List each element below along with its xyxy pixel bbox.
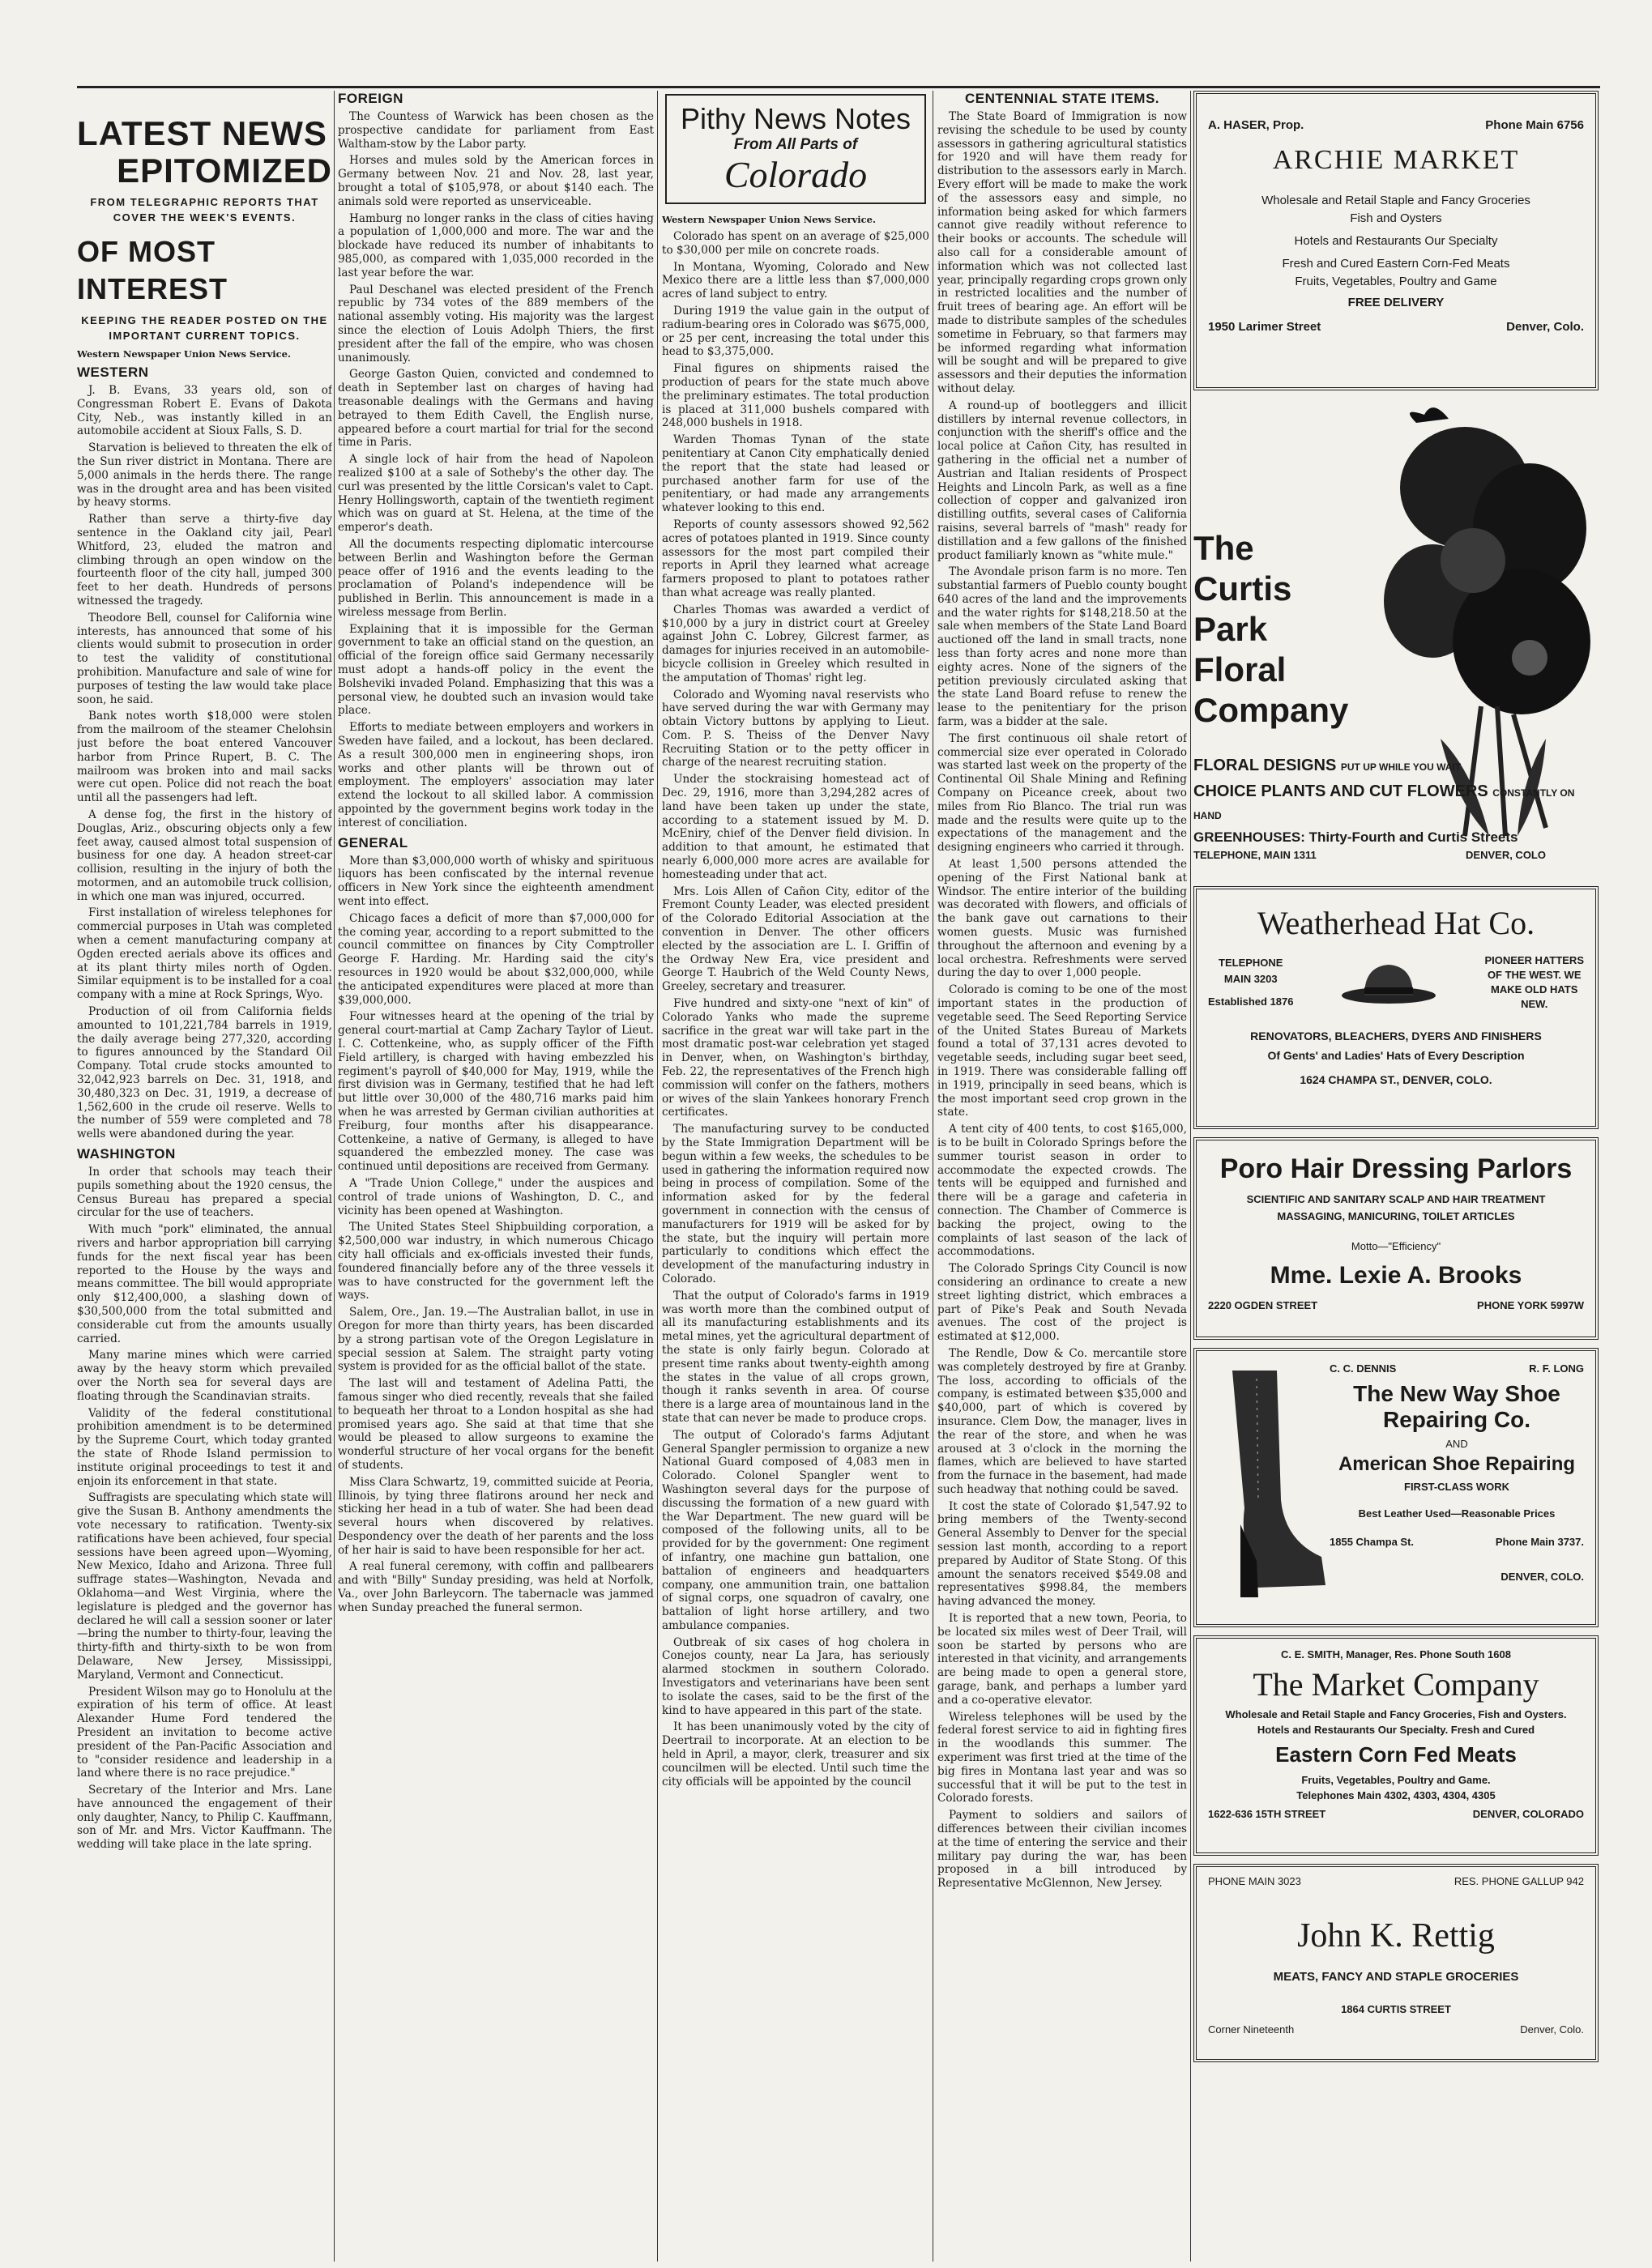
ad-phone: PHONE YORK 5997W [1477,1299,1584,1311]
ad-line: NEW. [1521,998,1548,1010]
ad-line: Hotels and Restaurants Our Specialty [1294,234,1498,248]
ad-line: 1864 CURTIS STREET [1341,2003,1451,2015]
article-paragraph: Chicago faces a deficit of more than $7,000,000 for the coming year, according to a report submitted to the council committee on finances by City Comptroller George F. Harding. Mr. Harding said the city's resources in 1920 would be about $32,000,000, while the anticipated expenditures were placed at more than $39,000,000. [338,911,654,1007]
ad-title: Repairing Co. [1382,1407,1530,1432]
pithy-header-box [665,94,926,204]
subheadline: FROM TELEGRAPHIC REPORTS THAT COVER THE WEEK'S EVENTS. [90,196,319,224]
ad-line: Telephones Main 4302, 4303, 4304, 4305 [1296,1789,1496,1801]
article-paragraph: It cost the state of Colorado $1,547.92 to bring members of the Twenty-second General Assembly to Denver for the special session last month, according to a report prepared by Auditor of State Stong. Of this amount the senators received $549.08 and representatives $998.84, the members having advanced the money. [937,1499,1187,1609]
article-paragraph: Payment to soldiers and sailors of differences between their civilian incomes at the time of entering the service and their military pay during the war, has been proposed in a bill introduced by Representative McGlennon, New Jersey. [937,1809,1187,1891]
ad-address: 1950 Larimer Street [1208,320,1321,334]
article-paragraph: Hamburg no longer ranks in the class of cities having a population of 1,000,000 and more. The war and the blockade have reduced its number of inhabitants to 985,000, as compared with 1,035,000 recorded in the last year before the war. [338,211,654,279]
article-paragraph: Miss Clara Schwartz, 19, committed suicide at Peoria, Illinois, by tying three flatirons around her neck and sticking her head in a tub of water. She had been dead several hours when discovered by relatives. Despondency over the death of her parents and the loss of her hair is said to have been responsible for her act. [338,1475,654,1557]
ad-word: Curtis [1193,569,1292,608]
ad-word: Company [1193,691,1349,729]
article-paragraph: During 1919 the value gain in the output of radium-bearing ores in Colorado was $675,000, or 25 per cent, increasing the total under this head to $3,375,000. [662,304,929,359]
ad-line: C. C. DENNIS [1330,1362,1397,1375]
boot-icon [1208,1362,1330,1605]
ad-title: Weatherhead Hat Co. [1257,905,1535,941]
article-paragraph: Suffragists are speculating which state will give the Susan B. Anthony amendments the vote necessary to ratification. Twenty-six ratifications have been achieved, four special sessions have been agreed upon—Wyoming, New Mexico, Idaho and Arizona. Three full suffrage states—Washington, Nevada and Oklahoma—and West Virginia, where the legislature is pledged and the governor has declared he will call a session sooner or later—bring the number to thirty-four, leaving the thirty-fifth and thirty-sixth to be won from Delaware, New Jersey, Mississippi, Maryland, Vermont and Connecticut. [77,1491,332,1682]
ad-address: 1622-636 15TH STREET [1208,1808,1326,1820]
article-paragraph: Reports of county assessors showed 92,562 acres of potatoes planted in 1919. Since county assessors for the most part compiled their reports in April they learned what acreage farmers proposed to plant to potatoes rather than what acreage was really planted. [662,518,929,599]
article-paragraph: The first continuous oil shale retort of commercial size ever operated in Colorado was started last week on the property of the Continental Oil Shale Mining and Refining Company on Piceance creek, about two miles from Rio Blanco. The trial run was made and the results were quite up to the expectations of the management and the designing engineers who carried it through. [937,731,1187,855]
column-rule [334,91,335,2262]
ad-line: Eastern Corn Fed Meats [1275,1742,1517,1767]
top-rule [77,86,1600,88]
section-heading-washington: WASHINGTON [77,1146,176,1162]
ad-line: Wholesale and Retail Staple and Fancy Groceries, Fish and Oysters. [1225,1708,1567,1720]
ad-city: Denver, Colo. [1506,320,1584,334]
pithy-state: Colorado [724,154,868,195]
article-paragraph: In Montana, Wyoming, Colorado and New Mexico there are a little less than $7,000,000 acres of land subject to entry. [662,260,929,301]
column-foreign-general [338,91,654,1618]
article-paragraph: President Wilson may go to Honolulu at the expiration of his term of office. At least Alexander Hume Ford tendered the President an invitation to become active president of the Pan-Pacific Association and to "consider residence and leadership in a land where there is no race prejudice." [77,1685,332,1780]
ad-phone: TELEPHONE, MAIN 1311 [1193,849,1317,861]
ad-city: DENVER, COLO [1466,849,1546,861]
article-paragraph: The Countess of Warwick has been chosen as the prospective candidate for parliament from East Waltham-stow by the Labor party. [338,110,654,151]
article-paragraph: Many marine mines which were carried away by the heavy storm which prevailed over the North sea for several days are floating through the Scandinavian straits. [77,1349,332,1403]
article-paragraph: Rather than serve a thirty-five day sentence in the Oakland city jail, Pearl Whitford, 23, eluded the matron and climbing through an open window on the fourteenth floor of the city hall, jumped 300 feet to her death. Hundreds of persons witnessed the tragedy. [77,513,332,608]
ad-phone: Phone Main 6756 [1485,118,1584,132]
ad-line: FLORAL DESIGNS [1193,757,1337,774]
article-paragraph: The output of Colorado's farms Adjutant General Spangler permission to organize a new National Guard composed of 4,083 men in Colorado. Colonel Spangler went to Washington several days for the purpose of discussing the formation of a new guard with the War Department. The new guard will be composed of the following units, all to be provided for by the government: One regiment of infantry, one machine gun battalion, one battalion of engineers and headquarters company, one ammunition train, one battalion of signal corps, one squadron of cavalry, one battalion of light horse artillery, and two ambulance companies. [662,1428,929,1632]
article-paragraph: Four witnesses heard at the opening of the trial by general court-martial at Camp Zachary Taylor of Lieut. I. C. Cottenkeine, who, as supply officer of the Fifth Field artillery, is charged with having embezzled his regiment's payroll of $40,000 for May, 1919, while the first division was in Germany, testified that he had left but little over 30,000 of the 480,716 marks paid him when he was arrested by German civilian authorities at Freiburg, four months after his disappearance. Cottenkeine, a native of Germany, is alleged to have squandered the embezzled money. The case was continued until depositions are received from Germany. [338,1010,654,1174]
article-paragraph: Outbreak of six cases of hog cholera in Conejos county, near La Jara, has seriously alarmed stockmen in southern Colorado. Investigators and veterinarians have been sent to isolate the cases, said to be the first of the kind to have appeared in this part of the state. [662,1635,929,1717]
ad-line: FIRST-CLASS WORK [1404,1481,1509,1493]
subheadline-2: KEEPING THE READER POSTED ON THE IMPORTANT CURRENT TOPICS. [81,314,328,342]
ad-line: MASSAGING, MANICURING, TOILET ARTICLES [1277,1210,1515,1222]
headline-line2: EPITOMIZED [117,151,332,190]
article-paragraph: First installation of wireless telephones for commercial purposes in Utah was completed when a cement manufacturing company at Ogden erected aerials above its offices and at its plant thirty miles north of Ogden. Similar equipment is to be installed for a coal company with a mine at Rock Springs, Wyo. [77,906,332,1002]
ad-title: John K. Rettig [1297,1917,1495,1955]
article-paragraph: Warden Thomas Tynan of the state penitentiary at Canon City emphatically denied the report that the state had leased or purchased another farm for use of the penitentiary, or had made any arrangements whatever looking to this end. [662,433,929,515]
credit-line: Western Newspaper Union News Service. [77,348,291,360]
ad-line: PIONEER HATTERS [1484,954,1584,966]
article-paragraph: Secretary of the Interior and Mrs. Lane have announced the engagement of their only daughter, Nancy, to Philip C. Kauffmann, son of Mr. and Mrs. Victor Kauffmann. The wedding will take place in the late spring. [77,1784,332,1852]
article-paragraph: A round-up of bootleggers and illicit distillers by internal revenue collectors, in conjunction with the sheriff's office and the local police at Cañon City, has resulted in gathering in the official net a number of Austrian and Italian residents of Prospect Heights and Lincoln Park, as well as a fine collection of copper and galvanized iron distilling outfits, several cases of California raisins, several barrels of "mash" ready for distillation and a few gallons of the finished product familiarly known as "white mule." [937,399,1187,562]
ad-line: Of Gents' and Ladies' Hats of Every Description [1267,1049,1525,1062]
ad-prop: A. HASER, Prop. [1208,118,1304,132]
article-paragraph: Bank notes worth $18,000 were stolen from the mailroom of the steamer Chelohsin just before the boat entered Vancouver harbor from Prince Rupert, B. C. The mailroom was broken into and mail sacks were cut open. Police did not reach the boat until all the passengers had left. [77,710,332,805]
ad-line: Fresh and Cured Eastern Corn-Fed Meats [1282,257,1510,271]
ad-word: The [1193,529,1254,567]
article-paragraph: Salem, Ore., Jan. 19.—The Australian ballot, in use in Oregon for more than thirty years, has been discarded by a strong partisan vote of the Oregon Legislature in special session at Salem. The straight party voting system is provided for as the official ballot of the state. [338,1306,654,1374]
ad-line: CONSTANTLY ON HAND [1193,787,1575,821]
pithy-subtitle: From All Parts of [733,136,858,153]
column-pithy-news [662,91,929,1792]
ad-word: Floral [1193,650,1287,688]
credit-line: Western Newspaper Union News Service. [662,214,876,225]
ad-address: Corner Nineteenth [1208,2023,1295,2036]
ad-line: MAIN 3203 [1223,973,1278,985]
article-paragraph: A "Trade Union College," under the auspices and control of trade unions of Washington, D. C., and vicinity has been opened at Washington. [338,1176,654,1217]
article-paragraph: All the documents respecting diplomatic intercourse between Berlin and Washington before the German peace offer of 1916 and the events leading to the proclamation of Poland's independence will be published in Berlin. This announcement is made in a wireless message from Berlin. [338,537,654,619]
ad-phone: PHONE MAIN 3023 [1208,1875,1301,1887]
headline-most-interest: OF MOST INTEREST [77,235,228,305]
ad-john-rettig [1193,1864,1599,2062]
section-heading-general: GENERAL [338,834,408,850]
ad-line: TELEPHONE [1219,957,1283,969]
article-paragraph: A single lock of hair from the head of Napoleon realized $100 at a sale of Sotheby's the other day. The curl was presented by the little Corsican's valet to Capt. Henry Hollingsworth, captain of the twentieth regiment which was on guard at St. Helena, at the time of the emperor's death. [338,453,654,535]
article-paragraph: The manufacturing survey to be conducted by the State Immigration Department will be begun within a few weeks, the schedules to be used in gathering the information required now being in process of compilation. Some of the information asked for by the federal government in connection with the census of manufacturers for 1919 will be asked for by the state, but the inquiry will pertain more particularly to conditions which effect the development of the manufacturing industry in Colorado. [662,1123,929,1285]
article-paragraph: Efforts to mediate between employers and workers in Sweden have failed, and a lockout, has been declared. As a result 300,000 men in engineering shops, iron works and other plants will be thrown out of employment. The employers' association may later extend the lockout to all skilled labor. A commission appointed by the government begins work today in the interest of conciliation. [338,721,654,829]
ad-line: C. E. SMITH, Manager, Res. Phone South 1608 [1281,1648,1511,1660]
article-paragraph: A real funeral ceremony, with coffin and pallbearers and with "Billy" Sunday presiding, was held at Norfolk, Va., over John Barleycorn. The tabernacle was jammed when Sunday preached the funeral sermon. [338,1560,654,1614]
section-heading-centennial: CENTENNIAL STATE ITEMS. [964,91,1160,106]
ad-line: Wholesale and Retail Staple and Fancy Groceries [1261,194,1530,207]
section-heading-western: WESTERN [77,364,149,380]
ad-new-way-shoe [1193,1348,1599,1627]
ad-word: Park [1193,610,1268,648]
article-paragraph: Explaining that it is impossible for the German government to take an official stand on the question, an official of the foreign office said Germany necessarily must adopt a hands-off policy in the event the Bolsheviki invaded Poland. Emphasizing that this was a personal view, he doubted such an invasion would take place. [338,622,654,718]
ad-address: 1624 CHAMPA ST., DENVER, COLO. [1300,1073,1492,1086]
article-paragraph: Colorado is coming to be one of the most important states in the production of vegetable seed. The Seed Reporting Service of the United States Bureau of Markets found a total of 37,131 acres devoted to vegetable seeds, including sugar beet seed, in 1919. There was considerable falling off in 1919, principally in seed beans, which is the most important seed crop grown in the state. [937,983,1187,1119]
article-paragraph: The Avondale prison farm is no more. Ten substantial farmers of Pueblo county bought 640 acres of the land and the improvements and the water rights for $148,218.50 at the sale when members of the State Land Board auctioned off the land in small tracts, none less than forty acres and none more than eighty acres. None of the signers of the petition previously circulated asking that the state Land Board refuse to renew the lease to the penitentiary for the prison farm, was a bidder at the sale. [937,565,1187,729]
ad-poro-hair [1193,1137,1599,1340]
ad-title: ARCHIE MARKET [1272,145,1520,175]
column-centennial-items [937,91,1187,1894]
article-paragraph: More than $3,000,000 worth of whisky and spirituous liquors has been confiscated by the internal revenue officers in New York since the eighteenth amendment went into effect. [338,854,654,909]
ad-weatherhead-hat [1193,886,1599,1129]
ad-line: Motto—"Efficiency" [1351,1240,1441,1252]
article-paragraph: Horses and mules sold by the American forces in Germany between Nov. 21 and Nov. 28, last year, brought a total of $105,978, or about $140 each. The animals sold were reported as unserviceable. [338,154,654,208]
article-paragraph: Colorado has spent on an average of $25,000 to $30,000 per mile on concrete roads. [662,230,929,257]
ad-address: 2220 OGDEN STREET [1208,1299,1318,1311]
article-paragraph: Under the stockraising homestead act of Dec. 29, 1916, more than 3,294,282 acres of land have been taken up under the state, according to a statement issued by M. D. McEniry, chief of the Denver field division. In addition to that amount, he estimated that nearly 6,000,000 more acres are available for homesteading under that act. [662,773,929,881]
ad-line: OF THE WEST. WE [1487,969,1582,981]
ad-line: Fruits, Vegetables, Poultry and Game [1295,275,1497,288]
ad-line: SCIENTIFIC AND SANITARY SCALP AND HAIR TREATMENT [1246,1193,1546,1205]
column-rule [657,91,658,2262]
ad-line: Fish and Oysters [1350,211,1442,225]
article-paragraph: The United States Steel Shipbuilding corporation, a $2,500,000 war industry, in which numerous Chicago city hall officials and ex-officials invested their funds, foundered financially before any of the three vessels it was to have constructed for the government left the ways. [338,1221,654,1302]
article-paragraph: Validity of the federal constitutional prohibition amendment is to be determined by the Supreme Court, which today granted the state of Rhode Island permission to institute original proceedings to test it and enjoin its enforcement in that state. [77,1406,332,1488]
ad-city: DENVER, COLORADO [1472,1808,1584,1820]
article-paragraph: Charles Thomas was awarded a verdict of $10,000 by a jury in district court at Greeley against John C. Lobrey, Gilcrest farmer, as damages for injuries received in an automobile-bicycle collision in Greeley which resulted in the amputation of Thomas' right leg. [662,603,929,684]
article-paragraph: It is reported that a new town, Peoria, to be located six miles west of Deer Trail, will soon be started by persons who are interested in that vicinity, and arrangements are being made to open a general store, garage, bank, and perhaps a lumber yard and a co-operative elevator. [937,1612,1187,1707]
article-paragraph: The Rendle, Dow & Co. mercantile store was completely destroyed by fire at Granby. The loss, according to officials of the company, is estimated between $35,000 and $40,000, part of which is covered by insurance. Clem Dow, the manager, lives in the rear of the store, and when he was aroused at 3 o'clock in the morning the flames, which are believed to have started from the furnace in the basement, had made such headway that nothing could be saved. [937,1346,1187,1496]
ad-city: DENVER, COLO. [1500,1571,1584,1583]
article-paragraph: The State Board of Immigration is now revising the schedule to be used by county assessors in gathering agricultural statistics for 1920 and will have them ready for distribution to the assessors early in March. Every effort will be made to make the work of the assessors easy and simple, no information being asked for which farmers cannot give readily without reference to their books or accounts. The schedule will also call for a considerable amount of information which was not collected last year, principally regarding crops grown only in restricted localities and the number of fruit trees of bearing age. An effort will be made to distribute samples of the schedules sometime in February, so that farmers may be informed regarding what information will be sought and will be prepared to give assessors and their deputies the information without delay. [937,110,1187,395]
article-paragraph: A dense fog, the first in the history of Douglas, Ariz., obscuring objects only a few feet away, caused almost total suspension of business for one day. A headon street-car collision, resulting in the injury of both the motormen, and an automobile truck collision, in which one man was injured, occurred. [77,808,332,903]
ad-line: AND [1445,1438,1468,1450]
ad-line: RENOVATORS, BLEACHERS, DYERS AND FINISHERS [1250,1030,1542,1042]
hat-icon [1340,958,1437,1007]
ad-phone: RES. PHONE GALLUP 942 [1454,1875,1584,1887]
ad-line: Established 1876 [1208,995,1294,1008]
article-paragraph: Wireless telephones will be used by the federal forest service to aid in fighting fires in the woodlands this summer. The experiment was first tried at the time of the big fires in Montana last year and was so successful that it will be put to the test in Colorado forests. [937,1710,1187,1805]
article-paragraph: Final figures on shipments raised the production of pears for the state much above the preliminary estimates. The total production is placed at 311,000 bushels compared with 248,000 bushels in 1918. [662,362,929,430]
ad-archie-market [1193,91,1599,390]
article-paragraph: Colorado and Wyoming naval reservists who have served during the war with Germany may obtain Victory buttons by applying to Lieut. Com. P. S. Theiss of the Denver Navy Recruiting Station or to the petty officer in charge of the nearest recruiting station. [662,688,929,770]
article-paragraph: George Gaston Quien, convicted and condemned to death in September last on charges of having had treasonable dealings with the Germans and having betrayed to them Edith Cavell, the English nurse, appeared before a court martial for trial for the second time in Paris. [338,368,654,450]
article-paragraph: J. B. Evans, 33 years old, son of Congressman Robert E. Evans of Dakota City, Neb., was instantly killed in an automobile accident at Sioux Falls, S. D. [77,384,332,438]
ad-line: MAKE OLD HATS [1491,983,1578,995]
article-paragraph: At least 1,500 persons attended the opening of the First National bank at Windsor. The entire interior of the building was decorated with flowers, and officials of the bank gave out carnations to their women guests. Music was furnished throughout the afternoon and evening by a local orchestra. Refreshments were served during the day to over 1,000 people. [937,858,1187,980]
article-paragraph: Paul Deschanel was elected president of the French republic by 734 votes of the 889 members of the national assembly voting. His majority was the largest since the election of Louis Adolph Thiers, the first president after the fall of the empire, who was chosen unanimously. [338,283,654,364]
ad-line: GREENHOUSES: Thirty-Fourth and Curtis Streets [1193,829,1518,845]
column-rule [1190,91,1191,2262]
ad-line: PUT UP WHILE YOU WAIT [1340,761,1462,773]
ad-free-delivery: FREE DELIVERY [1347,296,1445,309]
ad-title: The Market Company [1253,1666,1539,1703]
ad-title: Poro Hair Dressing Parlors [1219,1153,1573,1184]
article-paragraph: Mrs. Lois Allen of Cañon City, editor of the Fremont County Leader, was elected president of the Colorado Editorial Association at the convention in Denver. The other officers elected by the association are L. I. Griffin of the Ordway New Era, vice president and George T. Haubrich of the Weld County News, Greeley, secretary and treasurer. [662,885,929,994]
article-paragraph: It has been unanimously voted by the city of Deertrail to incorporate. At an election to be held in April, a mayor, clerk, treasurer and six councilmen will be elected. Until such time the city officials will be appointed by the council [662,1720,929,1788]
ad-line: Best Leather Used—Reasonable Prices [1358,1507,1556,1520]
article-paragraph: The last will and testament of Adelina Patti, the famous singer who died recently, reveals that she failed to bequeath her throat to a London hospital as she had promised years ago. She said at that time that she would be pleased to allow surgeons to examine the wonderful structure of her vocal organs for the benefit of students. [338,1377,654,1472]
headline-line1: LATEST NEWS [77,114,327,152]
ad-address: 1855 Champa St. [1330,1536,1415,1548]
ad-line: Hotels and Restaurants Our Specialty. Fresh and Cured [1257,1724,1535,1736]
article-paragraph: With much "pork" eliminated, the annual rivers and harbor appropriation bill carrying funds for the next fiscal year has been reported to the House by the ways and means committee. The bill would appropriate only $12,400,000, a slashing down of $30,500,000 from the total submitted and considerable cut from the amounts usually carried. [77,1223,332,1345]
ad-line: Fruits, Vegetables, Poultry and Game. [1301,1774,1491,1786]
ad-city: Denver, Colo. [1520,2023,1584,2036]
article-paragraph: A tent city of 400 tents, to cost $165,000, is to be built in Colorado Springs before the summer tourist season in order to accommodate the expected crowds. The tents will be equipped and furnished and there will be a garage and cafeteria in connection. The Chamber of Commerce is backing the project, owing to the complaints of last season of the lack of accommodations. [937,1123,1187,1259]
ad-curtis-park-floral [1193,399,1599,878]
column-advertisements [1193,91,1599,2262]
article-paragraph: Production of oil from California fields amounted to 101,221,784 barrels in 1919, the daily average being 277,320, according to figures announced by the Standard Oil Company. Total crude stocks amounted to 32,042,923 barrels on Dec. 31, 1918, and 30,480,323 on Dec. 31, 1919, a decrease of 1,562,600 in the crude oil reserve. Wells to the number of 559 were completed and 78 wells were abandoned during the year. [77,1005,332,1141]
ad-market-company [1193,1635,1599,1856]
section-heading-foreign: FOREIGN [338,91,403,106]
ad-phone: Phone Main 3737. [1495,1536,1584,1548]
ad-owner: Mme. Lexie A. Brooks [1270,1262,1522,1289]
article-paragraph: That the output of Colorado's farms in 1919 was worth more than the combined output of all its manufacturing establishments and its metal mines, yet the agricultural department of the state is only fairly begun. Colorado at present time ranks about twenty-eighth among the states in the value of all crops grown, though it ranks seventh in area. Of course there is a large area of mountainous land in the state that can never be made to produce crops. [662,1289,929,1425]
column-latest-news [77,91,332,1855]
article-paragraph: Theodore Bell, counsel for California wine interests, has announced that some of his clients would submit to prosecution in order to test the validity of constitutional prohibition. Manufacture and sale of wine for purposes of testing the law would take place soon, he said. [77,611,332,706]
article-paragraph: In order that schools may teach their pupils something about the 1920 census, the Census Bureau has prepared a special circular for the use of teachers. [77,1166,332,1220]
ad-title: The New Way Shoe [1353,1381,1560,1406]
article-paragraph: Starvation is believed to threaten the elk of the Sun river district in Montana. There are 5,000 animals in the herds there. The range was in the drought area and has been visited by heavy storms. [77,441,332,509]
article-paragraph: Five hundred and sixty-one "next of kin" of Colorado Yanks who made the supreme sacrifice in the great war will take part in the most dramatic post-war celebration yet staged in Denver, when, on Washington's birthday, Feb. 22, the representatives of the French high commission will confer on the fathers, mothers or wives of the slain Yankees honorary French certificates. [662,997,929,1119]
article-paragraph: The Colorado Springs City Council is now considering an ordinance to create a new street lighting district, which embraces a part of Pike's Peak and South Nevada avenues. The cost of the project is estimated at $12,000. [937,1262,1187,1344]
ad-title: American Shoe Repairing [1338,1453,1576,1475]
pithy-title: Pithy News Notes [680,102,911,135]
ad-line: CHOICE PLANTS AND CUT FLOWERS [1193,782,1488,800]
ad-line: MEATS, FANCY AND STAPLE GROCERIES [1273,1970,1519,1984]
ad-line: R. F. LONG [1529,1362,1584,1375]
newspaper-page [77,91,1600,2262]
